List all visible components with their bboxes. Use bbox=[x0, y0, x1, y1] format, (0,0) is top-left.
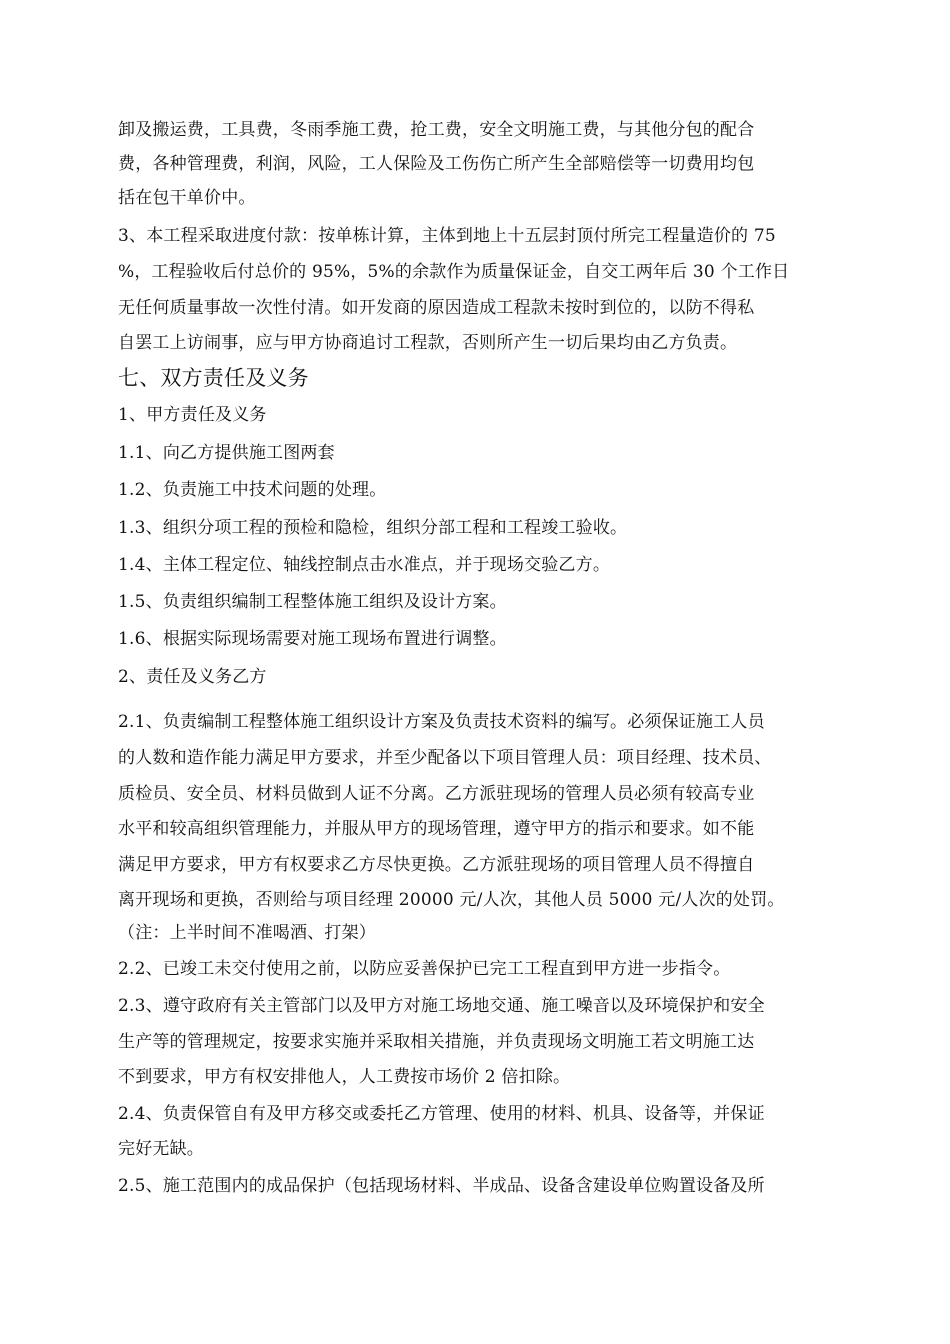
text-line: 1.5、负责组织编制工程整体施工组织及设计方案。 bbox=[118, 592, 507, 612]
text-line: 1.6、根据实际现场需要对施工现场布置进行调整。 bbox=[118, 629, 507, 649]
text-line: 1.1、向乙方提供施工图两套 bbox=[118, 443, 335, 463]
text-line: %，工程验收后付总价的 95%，5%的余款作为质量保证金，自交工两年后 30 个工作日 bbox=[118, 262, 790, 282]
text-line: 3、本工程采取进度付款：按单栋计算，主体到地上十五层封顶付所完工程量造价的 75 bbox=[118, 226, 776, 246]
text-line: 卸及搬运费，工具费，冬雨季施工费，抢工费，安全文明施工费，与其他分包的配合 bbox=[118, 120, 755, 140]
text-line: 2.1、负责编制工程整体施工组织设计方案及负责技术资料的编写。必须保证施工人员 bbox=[118, 712, 765, 732]
text-line: 1.2、负责施工中技术问题的处理。 bbox=[118, 480, 387, 500]
text-line: 满足甲方要求，甲方有权要求乙方尽快更换。乙方派驻现场的项目管理人员不得擅自 bbox=[118, 855, 755, 875]
text-line: 水平和较高组织管理能力，并服从甲方的现场管理，遵守甲方的指示和要求。如不能 bbox=[118, 819, 755, 839]
text-line: 1.4、主体工程定位、轴线控制点击水准点，并于现场交验乙方。 bbox=[118, 555, 611, 575]
text-line: 的人数和造作能力满足甲方要求，并至少配备以下项目管理人员：项目经理、技术员、 bbox=[118, 748, 772, 768]
text-line: 2.5、施工范围内的成品保护（包括现场材料、半成品、设备含建设单位购置设备及所 bbox=[118, 1176, 765, 1196]
subsection-heading: 1、甲方责任及义务 bbox=[118, 405, 267, 425]
text-line: 2.2、已竣工未交付使用之前，以防应妥善保护已完工工程直到甲方进一步指令。 bbox=[118, 959, 731, 979]
text-line: 2.3、遵守政府有关主管部门以及甲方对施工场地交通、施工噪音以及环境保护和安全 bbox=[118, 996, 765, 1016]
text-line: 质检员、安全员、材料员做到人证不分离。乙方派驻现场的管理人员必须有较高专业 bbox=[118, 784, 755, 804]
text-line: 费，各种管理费，利润，风险，工人保险及工伤伤亡所产生全部赔偿等一切费用均包 bbox=[118, 154, 755, 174]
text-line: 2.4、负责保管自有及甲方移交或委托乙方管理、使用的材料、机具、设备等，并保证 bbox=[118, 1104, 765, 1124]
text-line: 完好无缺。 bbox=[118, 1139, 204, 1159]
text-line: 生产等的管理规定，按要求实施并采取相关措施，并负责现场文明施工若文明施工达 bbox=[118, 1032, 755, 1052]
text-line: 括在包干单价中。 bbox=[118, 188, 256, 208]
text-line: 离开现场和更换，否则给与项目经理 20000 元/人次，其他人员 5000 元/人次的处罚。 bbox=[118, 890, 785, 910]
section-heading: 七、双方责任及义务 bbox=[118, 366, 309, 390]
subsection-heading: 2、责任及义务乙方 bbox=[118, 667, 267, 687]
text-line: 不到要求，甲方有权安排他人，人工费按市场价 2 倍扣除。 bbox=[118, 1067, 571, 1087]
text-line: 1.3、组织分项工程的预检和隐检，组织分部工程和工程竣工验收。 bbox=[118, 518, 628, 538]
text-line: （注：上半时间不准喝酒、打架） bbox=[118, 923, 376, 943]
text-line: 无任何质量事故一次性付清。如开发商的原因造成工程款未按时到位的，以防不得私 bbox=[118, 298, 755, 318]
text-line: 自罢工上访闹事，应与甲方协商追讨工程款，否则所产生一切后果均由乙方负责。 bbox=[118, 333, 738, 353]
